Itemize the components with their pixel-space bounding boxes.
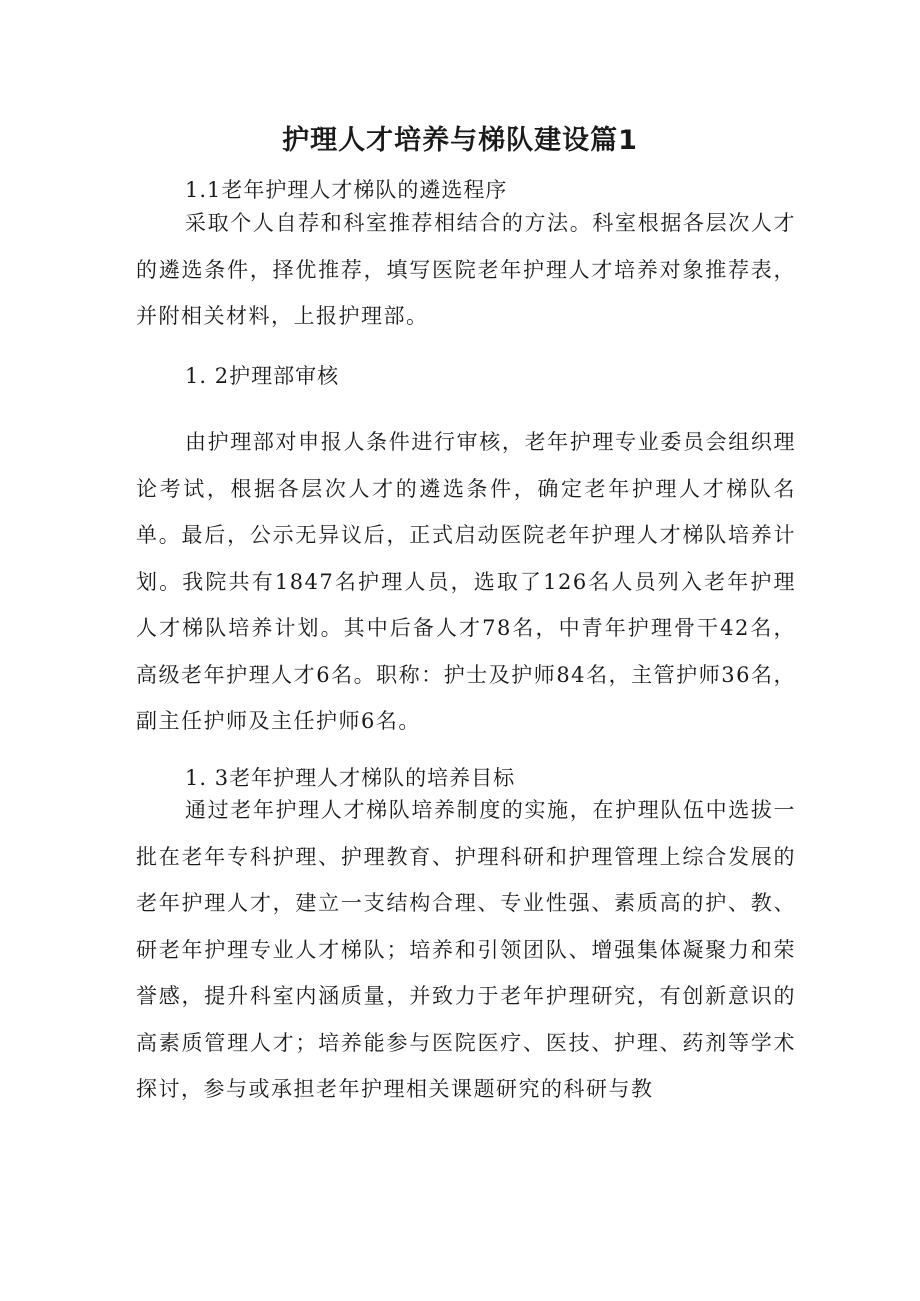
section-body-1-1: 采取个人自荐和科室推荐相结合的方法。科室根据各层次人才的遴选条件，择优推荐，填写医院老年护理人才培养对象推荐表，并附相关材料，上报护理部。 (136, 211, 796, 328)
section-heading-1-1: 1.1老年护理人才梯队的遴选程序 (185, 178, 508, 202)
document-title: 护理人才培养与梯队建设篇1 (282, 125, 638, 156)
section-body-1-2: 由护理部对申报人条件进行审核，老年护理专业委员会组织理论考试，根据各层次人才的遴选条件，确定老年护理人才梯队名单。最后，公示无异议后，正式启动医院老年护理人才梯队培养计划。我院共有1847名护理人员，选取了126名人员列入老年护理人才梯队培养计划。其中后备人才78名，中青年护理骨干42名，高级老年护理人才6名。职称：护士及护师84名，主管护师36名，副主任护师及主任护师6名。 (136, 430, 796, 733)
section-heading-1-3: 1. 3老年护理人才梯队的培养目标 (185, 766, 516, 790)
section-heading-1-2: 1. 2护理部审核 (185, 364, 340, 388)
section-body-1-3: 通过老年护理人才梯队培养制度的实施，在护理队伍中选拔一批在老年专科护理、护理教育、护理科研和护理管理上综合发展的老年护理人才，建立一支结构合理、专业性强、素质高的护、教、研老年护理专业人才梯队；培养和引领团队、增强集体凝聚力和荣誉感，提升科室内涵质量，并致力于老年护理研究，有创新意识的高素质管理人才；培养能参与医院医疗、医技、护理、药剂等学术探讨，参与或承担老年护理相关课题研究的科研与教 (136, 798, 796, 1101)
